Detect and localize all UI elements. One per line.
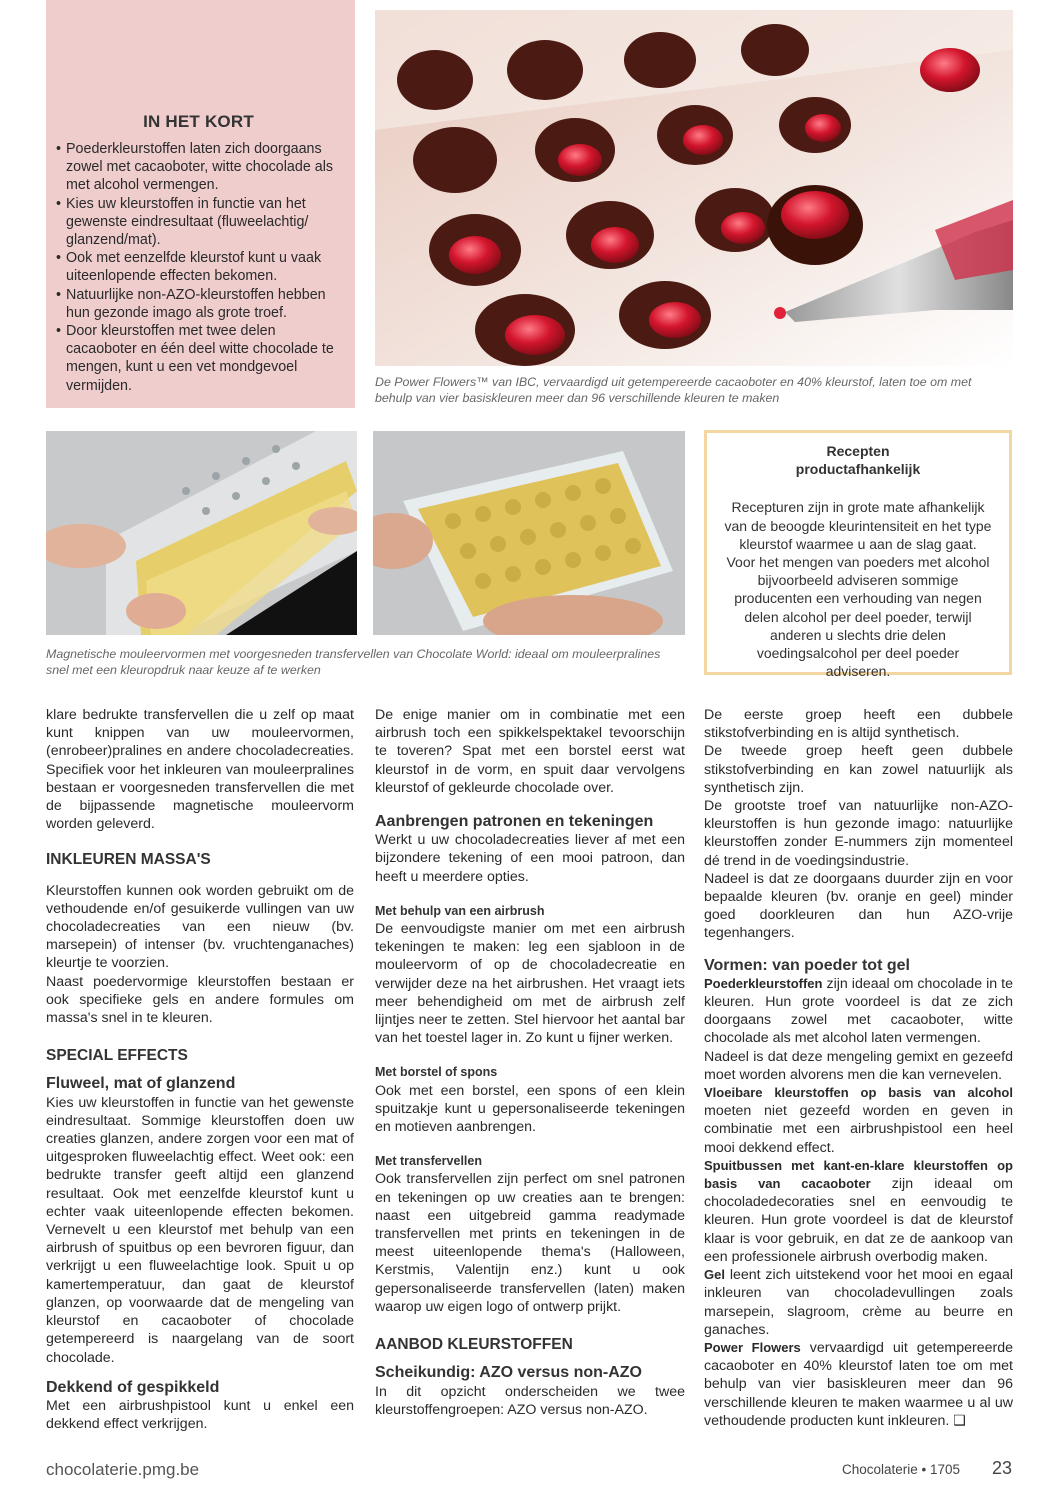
recipe-body: Recepturen zijn in grote mate afhankelijk van de beoogde kleurintensiteit en het type kleurstof waarmee u aan de slag gaat. Voor het mengen van poeders met alcohol bijvoorbeeld adviseren sommige producenten een verhouding van negen delen alcohol per deel poeder, terwijl anderen u slechts drie delen voedingsalcohol per deel poeder adviseren. xyxy=(724,499,992,680)
bold-term: Spuitbussen met kant-en-klare kleurstoffen op basis van cacaoboter xyxy=(704,1157,1013,1192)
paragraph-text: leent zich uitstekend voor het mooi en egaal inkleuren van chocoladevullingen zoals marsepein, slagroom, crème au beurre en ganaches. xyxy=(704,1267,1013,1338)
sub-heading: Scheikundig: AZO versus non-AZO xyxy=(375,1364,642,1382)
paragraph xyxy=(704,1157,1013,1266)
sub-heading: Fluweel, mat of glanzend xyxy=(46,1075,236,1093)
paragraph: Nadeel is dat deze mengeling gemixt en gezeefd moet worden alvorens men die kan vernevelen. xyxy=(704,1048,1013,1083)
paragraph: De grootste troef van natuurlijke non-AZO-kleurstoffen is hun gezonde imago: natuurlijke kleurstoffen zonder E-nummers zijn momenteel dé trend in de voedingsindustrie. xyxy=(704,798,1013,869)
paragraph: Kies uw kleurstoffen in functie van het gewenste eindresultaat. Sommige kleurstoffen doen uw creaties glanzen, andere zorgen voor een mat of uitgesproken fluweelachtig effect. Weet ook: een bedrukte transfer geeft altijd een glanzend resultaat. Ook met eenzelfde kleurstof kunt u echter vaak uiteenlopende effecten bekomen. Vernevelt u een kleurstof met behulp van een airbrush of spuitbus op een bevroren figuur, dan verkrijgt u een fluweelachtige look. Spuit u op kamertemperatuur, dan gaat de kleurstof glanzen, op voorwaarde dat de mengeling van kleurstof en cacaoboter of chocolade getempereerd is naargelang van de soort chocolade. xyxy=(46,1094,354,1366)
bold-term: Power Flowers xyxy=(704,1339,801,1355)
paragraph: Met een airbrushpistool kunt u enkel een dekkend effect verkrijgen. xyxy=(46,1397,354,1433)
sub-heading: Vormen: van poeder tot gel xyxy=(704,956,910,974)
column-3 xyxy=(704,706,1013,1430)
bold-term: Gel xyxy=(704,1267,725,1283)
paragraph xyxy=(704,1339,1013,1430)
paragraph xyxy=(704,1084,1013,1157)
summary-item: • Natuurlijke non-AZO-kleurstoffen hebben hun gezonde imago als grote troef. xyxy=(56,286,341,322)
section-heading: AANBOD KLEURSTOFFEN xyxy=(375,1336,573,1354)
paragraph: De tweede groep heeft geen dubbele stikstofverbinding en kan zowel natuurlijk als synthetisch zijn. xyxy=(704,743,1013,796)
page-number: 23 xyxy=(992,1458,1013,1478)
paragraph xyxy=(704,975,1013,1048)
summary-title: IN HET KORT xyxy=(143,112,254,131)
paragraph-text: zijn ideaal om chocolade in te kleuren. Hun grote voordeel is dat ze zich doorgaans zowel met cacaoboter, witte chocolade als met alcohol laten vermengen. xyxy=(704,975,1013,1047)
section-heading: SPECIAL EFFECTS xyxy=(46,1047,188,1065)
caption-top: De Power Flowers™ van IBC, vervaardigd uit getempereerde cacaoboter en 40% kleurstof, laten toe om met behulp van vier basiskleuren meer dan 96 verschillende kleuren te maken xyxy=(375,375,972,405)
summary-item: • Kies uw kleurstoffen in functie van het gewenste eindresultaat (fluweelachtig/ glanzend/mat). xyxy=(56,195,341,250)
summary-item: • Poederkleurstoffen laten zich doorgaans zowel met cacaoboter, witte chocolade als met alcohol vermengen. xyxy=(56,140,341,195)
paragraph: Naast poedervormige kleurstoffen bestaan er ook specifieke gels en andere formules om massa's snel in te kleuren. xyxy=(46,973,354,1027)
issue-label: Chocolaterie • 1705 xyxy=(842,1462,961,1477)
paragraph: De enige manier om in combinatie met een airbrush toch een spikkelspektakel tevoorschijn te toveren? Spat met een borstel eerst wat kleurstof in de vorm, en spuit daar vervolgens kleurstof of gekleurde chocolade over. xyxy=(375,707,685,796)
recipe-box xyxy=(704,430,1012,680)
column-1 xyxy=(46,706,354,1433)
paragraph-text: zijn ideaal om chocoladedecoraties snel en eenvoudig te kleuren. Hun grote voordeel is dat de kleurstof klaar is voor gebruik, en dat ze de aankoop van een professionele airbrush overbodig maken. xyxy=(704,1176,1013,1265)
paragraph-text: moeten niet gezeefd worden en geven in combinatie met een airbrushpistool een heel mooi dekkend effect. xyxy=(704,1103,1013,1156)
transfer-sheet-photo xyxy=(46,431,357,635)
paragraph: Nadeel is dat ze doorgaans duurder zijn en voor bepaalde kleuren (bv. oranje en geel) minder goed doorkleuren dan hun AZO-vrije tegenhangers. xyxy=(704,870,1013,942)
caption-middle: Magnetische mouleervormen met voorgesneden transfervellen van Chocolate World: ideaal om mouleerpralines snel met een kleuropdruk naar keuze af te werken xyxy=(46,647,661,677)
paragraph: In dit opzicht onderscheiden we twee kleurstoffengroepen: AZO versus non-AZO. xyxy=(375,1383,685,1418)
recipe-title: Recepten xyxy=(826,443,890,459)
paragraph: Ook met een borstel, een spons of een klein spuitzakje kunt u gepersonaliseerde tekeningen en motieven aanbrengen. xyxy=(375,1082,685,1136)
summary-item: • Door kleurstoffen met twee delen cacaoboter en één deel witte chocolade te mengen, kunt u een vet mondgevoel vermijden. xyxy=(56,322,341,395)
sub-heading: Aanbrengen patronen en tekeningen xyxy=(375,813,654,831)
minor-heading: Met transfervellen xyxy=(375,1154,482,1169)
column-2 xyxy=(375,706,685,1419)
website-link[interactable]: chocolaterie.pmg.be xyxy=(46,1460,200,1479)
summary-box xyxy=(46,0,355,408)
recipe-subtitle: productafhankelijk xyxy=(795,461,921,478)
bold-term: Vloeibare kleurstoffen op basis van alcohol xyxy=(704,1085,1013,1101)
section-heading: INKLEUREN MASSA'S xyxy=(46,851,211,869)
paragraph: Kleurstoffen kunnen ook worden gebruikt om de vethoudende en/of gesuikerde vullingen van uw chocoladecreaties van een nieuw (bv. marsepein) of intenser (bv. vruchtenganaches) kleurtje te voorzien. xyxy=(46,882,354,972)
paragraph: De eenvoudigste manier om met een airbrush tekeningen te maken: leg een sjabloon in de mouleervorm of op de chocoladecreatie en verwijder deze na het airbrushen. Het vraagt iets meer behendigheid om met de airbrush zelf lijntjes neer te zetten. Stel hiervoor het aantal bar van het toestel lager in. Zo kunt u fijner werken. xyxy=(375,921,685,1047)
bold-term: Poederkleurstoffen xyxy=(704,975,823,991)
heart-pralines-photo xyxy=(375,10,1013,366)
minor-heading: Met behulp van een airbrush xyxy=(375,903,545,918)
paragraph: klare bedrukte transfervellen die u zelf op maat kunt knippen van uw mouleervormen, (enrobeer)pralines en andere chocoladecreaties. Specifiek voor het inkleuren van mouleerpralines bestaan er voorgesneden transfervellen die met de bijpassende magnetische mouleervorm worden geleverd. xyxy=(46,707,354,833)
paragraph xyxy=(704,1266,1013,1339)
sub-heading: Dekkend of gespikkeld xyxy=(46,1378,220,1396)
paragraph: Werkt u uw chocoladecreaties liever af met een bijzondere tekening of een mooi patroon, dan heeft u meerdere opties. xyxy=(375,832,685,885)
summary-item: • Ook met eenzelfde kleurstof kunt u vaak uiteenlopende effecten bekomen. xyxy=(56,249,341,285)
end-mark-icon: ❑ xyxy=(953,1412,966,1429)
minor-heading: Met borstel of spons xyxy=(375,1065,498,1080)
magnetic-mould-photo xyxy=(373,431,685,635)
paragraph: De eerste groep heeft een dubbele stikstofverbinding en is altijd synthetisch. xyxy=(704,707,1013,742)
summary-list xyxy=(56,140,341,395)
paragraph-text: vervaardigd uit getempereerde cacaoboter en 40% kleurstof laten toe om met behulp van vier basiskleuren meer dan 96 verschillende kleuren te maken waarmee u al uw vethoudende producten kunt inkleuren. xyxy=(704,1339,1014,1429)
paragraph: Ook transfervellen zijn perfect om snel patronen en tekeningen op uw creaties aan te brengen: naast een uitgebreid gamma readymade transfervellen met prints en tekeningen in de meest uiteenlopende thema's (Halloween, Kerstmis, Valentijn enz.) kunt u ook gepersonaliseerde transfervellen (laten) maken waarop uw eigen logo of ontwerp prijkt. xyxy=(375,1171,685,1315)
